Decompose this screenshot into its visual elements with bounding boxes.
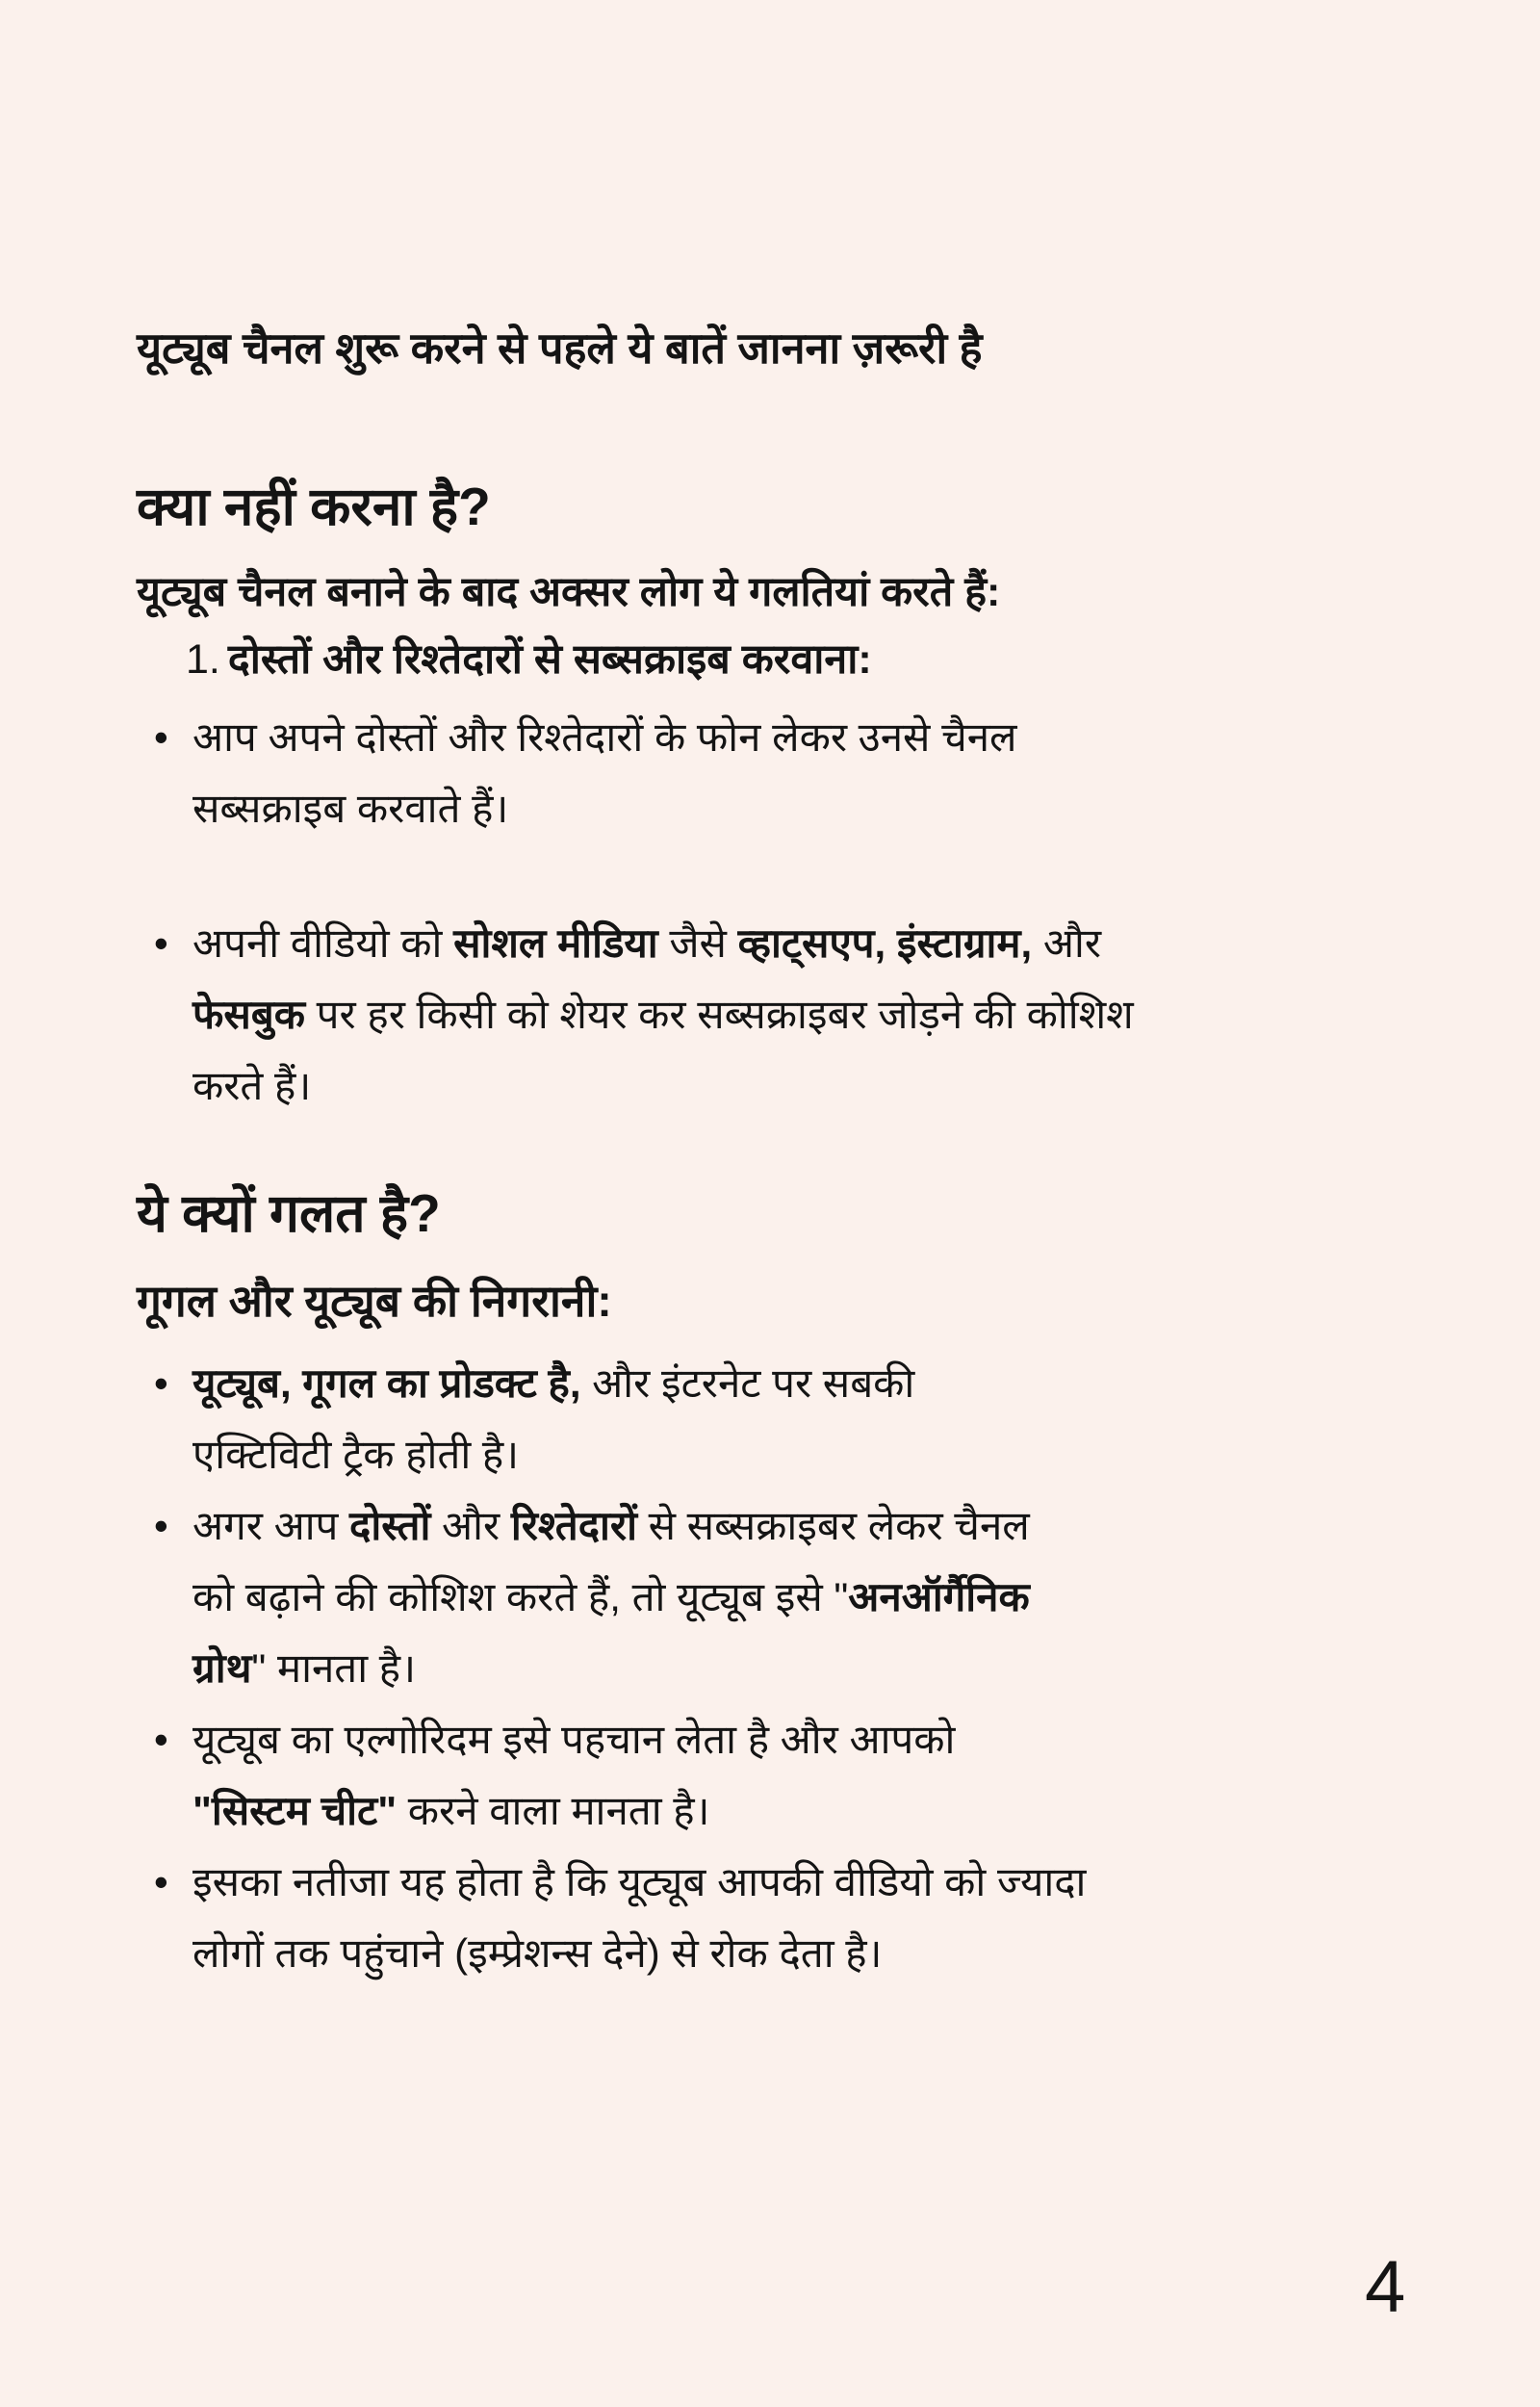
monitoring-subheading: गूगल और यूट्यूब की निगरानी: (137, 1276, 612, 1327)
bullet-icon: • (154, 920, 168, 967)
bullet-item-system-cheat (137, 1704, 1426, 1847)
section-why-wrong-heading: ये क्यों गलत है? (137, 1183, 441, 1244)
bullet-text: यूट्यूब का एल्गोरिदम इसे पहचान लेता है और आपको "सिस्टम चीट" करने वाला मानता है। (192, 1716, 956, 1833)
numbered-item-subscribe-mistake (137, 631, 1426, 688)
document-title: यूट्यूब चैनल शुरू करने से पहले ये बातें जानना ज़रूरी है (137, 324, 983, 373)
bullet-icon: • (154, 714, 168, 761)
bullet-text: इसका नतीजा यह होता है कि यूट्यूब आपकी वीडियो को ज्यादा लोगों तक पहुंचाने (इम्प्रेशन्स देने) से रोक देता है। (192, 1858, 1087, 1976)
mistakes-intro-text: यूट्यूब चैनल बनाने के बाद अक्सर लोग ये गलतियां करते हैं: (137, 568, 1001, 615)
number-marker: 1. (186, 635, 220, 683)
bullet-list-reasons (137, 1348, 1426, 1989)
bullet-text: यूट्यूब, गूगल का प्रोडक्ट है, और इंटरनेट पर सबकी एक्टिविटी ट्रैक होती है। (192, 1359, 915, 1477)
bullet-item-unorganic-growth (137, 1490, 1426, 1704)
bullet-list-mistakes (137, 702, 1426, 1122)
bullet-item-google-product (137, 1348, 1426, 1490)
bullet-item-friends-phones (137, 702, 1426, 844)
bullet-icon: • (154, 1502, 168, 1548)
numbered-item-text: दोस्तों और रिश्तेदारों से सब्सक्राइब करवाना: (227, 635, 872, 683)
page-content (137, 320, 1426, 1989)
bullet-text: अपनी वीडियो को सोशल मीडिया जैसे व्हाट्सएप, इंस्टाग्राम, और फेसबुक पर हर किसी को शेयर कर सब्सक्राइबर जोड़ने की कोशिश करते हैं। (192, 920, 1134, 1109)
bullet-icon: • (154, 1359, 168, 1406)
bullet-text: आप अपने दोस्तों और रिश्तेदारों के फोन लेकर उनसे चैनल सब्सक्राइब करवाते हैं। (192, 714, 1017, 832)
bullet-item-social-sharing (137, 908, 1426, 1122)
bullet-text: अगर आप दोस्तों और रिश्तेदारों से सब्सक्राइबर लेकर चैनल को बढ़ाने की कोशिश करते हैं, तो यूट्यूब इसे "अनऑर्गैनिक ग्रोथ" मानता है। (192, 1502, 1030, 1691)
bullet-item-impressions-blocked (137, 1847, 1426, 1989)
page-number: 4 (1365, 2246, 1406, 2328)
bullet-icon: • (154, 1716, 168, 1762)
bullet-icon: • (154, 1858, 168, 1904)
section-what-not-to-do-heading: क्या नहीं करना है? (137, 476, 491, 536)
